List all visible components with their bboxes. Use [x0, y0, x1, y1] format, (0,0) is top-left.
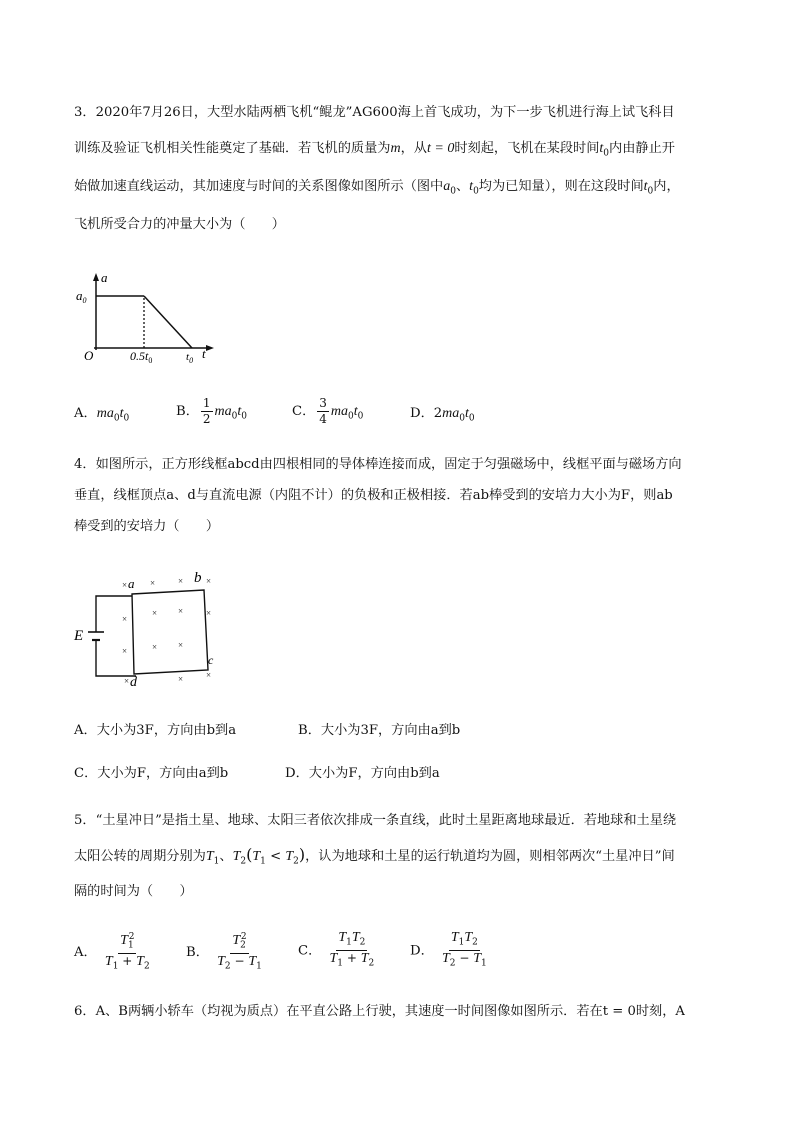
q3-option-d[interactable]: D．$2ma_0t_0$ — [410, 406, 475, 424]
end-tick-label: $t_0$ — [186, 351, 194, 365]
a-axis-arrow — [93, 273, 99, 281]
t-axis-arrow — [206, 345, 214, 351]
field-mark: × — [122, 646, 128, 656]
q3-acceleration-time-graph — [74, 268, 224, 366]
q4-line-1: 4．如图所示，正方形线框abcd由四根相同的导体棒连接而成，固定于匀强磁场中，线框平面与磁场方向 — [74, 457, 682, 472]
q3-line-3: 始做加速直线运动，其加速度与时间的关系图像如图所示（图中$a_0$、$t_0$均为已知量），则在这段时间$t_0$内， — [74, 179, 680, 197]
field-mark: × — [206, 576, 212, 586]
q5-option-c[interactable]: C． $\frac{T_1T_2}{T_1 + T_2}$ — [298, 930, 378, 972]
q5-line-2: 太阳公转的周期分别为$T_1$、$T_2(T_1 < T_2)$，认为地球和土星的运行轨道均为圆，则相邻两次“土星冲日”间 — [74, 845, 675, 867]
square-frame-abcd — [132, 590, 208, 674]
q3-option-c[interactable]: C． $\frac{3}{4}$ $ma_0t_0$ — [292, 396, 364, 426]
field-mark: × — [178, 576, 184, 586]
field-mark: × — [206, 670, 212, 680]
field-mark: × — [122, 614, 128, 624]
field-mark: × — [150, 578, 156, 588]
q4-circuit-in-magnetic-field — [72, 566, 232, 690]
q3-line-2: 训练及验证飞机相关性能奠定了基础．若飞机的质量为m，从t = 0时刻起，飞机在某段时间$t_0$内由静止开 — [74, 141, 675, 159]
a0-label: $a_0$ — [76, 288, 87, 305]
fraction-a: $\frac{T_1^2}{T_1 + T_2}$ — [104, 932, 150, 972]
q4-option-a[interactable]: A．大小为3F，方向由b到a — [74, 723, 237, 738]
fraction-b: $\frac{T_2^2}{T_2 - T_1}$ — [217, 932, 262, 972]
vertex-d: d — [130, 675, 137, 690]
q4-option-d[interactable]: D．大小为F，方向由b到a — [285, 766, 440, 781]
q4-line-2: 垂直，线框顶点a、d与直流电源（内阻不计）的负极和正极相接．若ab棒受到的安培力大小为F，则ab — [74, 488, 673, 503]
q5-option-b[interactable]: B． $\frac{T_2^2}{T_2 - T_1}$ — [186, 930, 266, 975]
field-mark: × — [122, 580, 128, 590]
origin-label: O — [84, 348, 94, 363]
a-axis-label: a — [101, 270, 108, 285]
decreasing-line — [144, 296, 192, 348]
fraction-3-4: $\frac{3}{4}$ — [319, 396, 327, 426]
q3-option-a[interactable]: A．$ma_0t_0$ — [74, 406, 130, 424]
q4-option-b[interactable]: B．大小为3F，方向由a到b — [298, 723, 461, 738]
field-mark: × — [206, 608, 212, 618]
q5-line-1: 5．“土星冲日”是指土星、地球、太阳三者依次排成一条直线，此时土星距离地球最近．若地球和土星绕 — [74, 813, 677, 828]
t-axis-label: t — [202, 346, 206, 361]
q3-line-4: 飞机所受合力的冲量大小为（ ） — [74, 217, 285, 232]
q5-option-a[interactable]: A． $\frac{T_1^2}{T_1 + T_2}$ — [74, 930, 154, 975]
fraction-1-2: $\frac{1}{2}$ — [202, 396, 211, 426]
fraction-d: $\frac{T_1T_2}{T_2 - T_1}$ — [441, 930, 487, 969]
field-mark: × — [178, 640, 184, 650]
q4-line-3: 棒受到的安培力（ ） — [74, 519, 220, 534]
circuit-wire-lower — [96, 644, 136, 676]
q5-line-3: 隔的时间为（ ） — [74, 884, 193, 899]
field-mark: × — [152, 608, 158, 618]
q6-line-1: 6．A、B两辆小轿车（均视为质点）在平直公路上行驶，其速度一时间图像如图所示．若在t = 0时刻，A — [74, 1004, 685, 1019]
field-mark: × — [178, 606, 184, 616]
vertex-a: a — [128, 576, 135, 591]
emf-label: E — [74, 628, 84, 644]
q3-line-1: 3．2020年7月26日，大型水陆两栖飞机“鲲龙”AG600海上首飞成功，为下一步飞机进行海上试飞科目 — [74, 105, 675, 120]
q4-option-c[interactable]: C．大小为F，方向由a到b — [74, 766, 229, 781]
field-mark: × — [152, 642, 158, 652]
field-mark: × — [124, 676, 130, 686]
vertex-c: c — [208, 653, 214, 667]
vertex-b: b — [194, 570, 202, 586]
fraction-c: $\frac{T_1T_2}{T_1 + T_2}$ — [329, 930, 375, 969]
q5-option-d[interactable]: D． $\frac{T_1T_2}{T_2 - T_1}$ — [410, 930, 491, 972]
field-mark: × — [178, 674, 184, 684]
mid-tick-label: $0.5t_0$ — [130, 349, 153, 365]
q3-option-b[interactable]: B． $\frac{1}{2}$ $ma_0t_0$ — [176, 396, 248, 426]
